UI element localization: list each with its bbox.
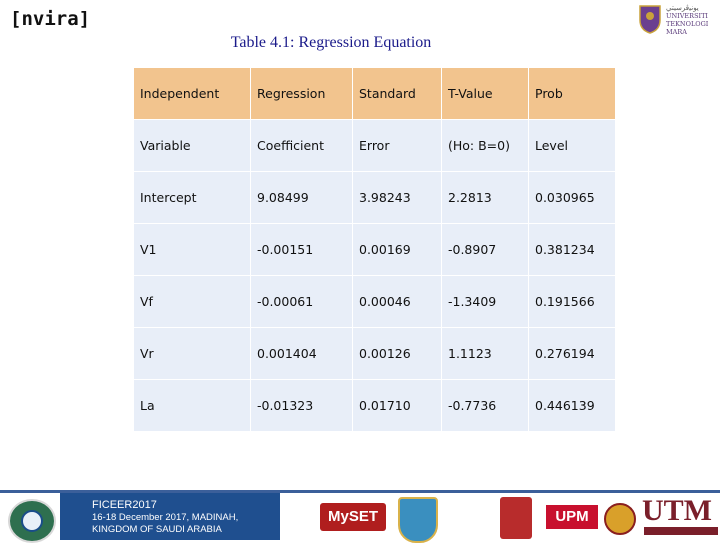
uitm-jawi-script: ﻳﻮﻧﻴﭬﺮﺳﻴﺘﻲ xyxy=(666,4,699,12)
conference-date: 16-18 December 2017, MADINAH, xyxy=(92,512,239,523)
table-cell: Vf xyxy=(134,276,251,328)
table-cell: Intercept xyxy=(134,172,251,224)
table-cell: V1 xyxy=(134,224,251,276)
table-title: Table 4.1: Regression Equation xyxy=(230,34,432,51)
table-cell: 0.446139 xyxy=(529,380,616,432)
uitm-line-3: MARA xyxy=(666,28,687,36)
table-cell: Error xyxy=(353,120,442,172)
table-cell: -0.8907 xyxy=(442,224,529,276)
table-cell: Standard xyxy=(353,68,442,120)
table-cell: 0.00046 xyxy=(353,276,442,328)
table-header-row xyxy=(134,68,616,120)
myset-logo: MySET xyxy=(320,503,386,531)
table-cell: 0.00169 xyxy=(353,224,442,276)
table-cell: 0.01710 xyxy=(353,380,442,432)
uitm-crest-icon xyxy=(500,497,532,539)
table-cell: -1.3409 xyxy=(442,276,529,328)
table-cell: 3.98243 xyxy=(353,172,442,224)
table-row xyxy=(134,120,616,172)
table-cell: -0.00061 xyxy=(251,276,353,328)
table-row xyxy=(134,380,616,432)
table-cell: Level xyxy=(529,120,616,172)
table-cell: -0.7736 xyxy=(442,380,529,432)
table-cell: Prob xyxy=(529,68,616,120)
uitm-line-2: TEKNOLOGI xyxy=(666,20,709,28)
regression-table xyxy=(133,67,616,432)
upm-logo: UPM xyxy=(546,505,598,529)
uitm-name xyxy=(666,4,718,36)
nvira-logo: [nvira] xyxy=(10,8,91,30)
table-cell: -0.01323 xyxy=(251,380,353,432)
upm-seal-icon xyxy=(604,503,636,535)
table-row xyxy=(134,172,616,224)
table-cell: 0.00126 xyxy=(353,328,442,380)
table-cell: -0.00151 xyxy=(251,224,353,276)
uitm-crest-icon xyxy=(638,4,662,34)
table-cell: T-Value xyxy=(442,68,529,120)
table-row xyxy=(134,276,616,328)
conference-info xyxy=(92,499,292,536)
table-cell: 2.2813 xyxy=(442,172,529,224)
utm-logo: UTM xyxy=(642,494,712,527)
table-row xyxy=(134,224,616,276)
table-cell: 9.08499 xyxy=(251,172,353,224)
table-cell: 0.381234 xyxy=(529,224,616,276)
table-row xyxy=(134,328,616,380)
table-cell: La xyxy=(134,380,251,432)
table-cell: (Ho: B=0) xyxy=(442,120,529,172)
table-cell: 0.276194 xyxy=(529,328,616,380)
table-cell: 0.001404 xyxy=(251,328,353,380)
table-cell: Independent xyxy=(134,68,251,120)
conference-name: FICEER2017 xyxy=(92,499,157,511)
conference-location: KINGDOM OF SAUDI ARABIA xyxy=(92,524,222,535)
table-cell: 0.030965 xyxy=(529,172,616,224)
utm-subtitle-bar xyxy=(644,527,718,535)
table-cell: 1.1123 xyxy=(442,328,529,380)
table-cell: Vr xyxy=(134,328,251,380)
university-badge-icon xyxy=(398,497,438,543)
table-cell: 0.191566 xyxy=(529,276,616,328)
table-cell: Regression xyxy=(251,68,353,120)
table-cell: Coefficient xyxy=(251,120,353,172)
table-cell: Variable xyxy=(134,120,251,172)
uitm-line-1: UNIVERSITI xyxy=(666,12,708,20)
footer-banner xyxy=(0,490,720,543)
conference-seal-icon xyxy=(8,499,56,543)
